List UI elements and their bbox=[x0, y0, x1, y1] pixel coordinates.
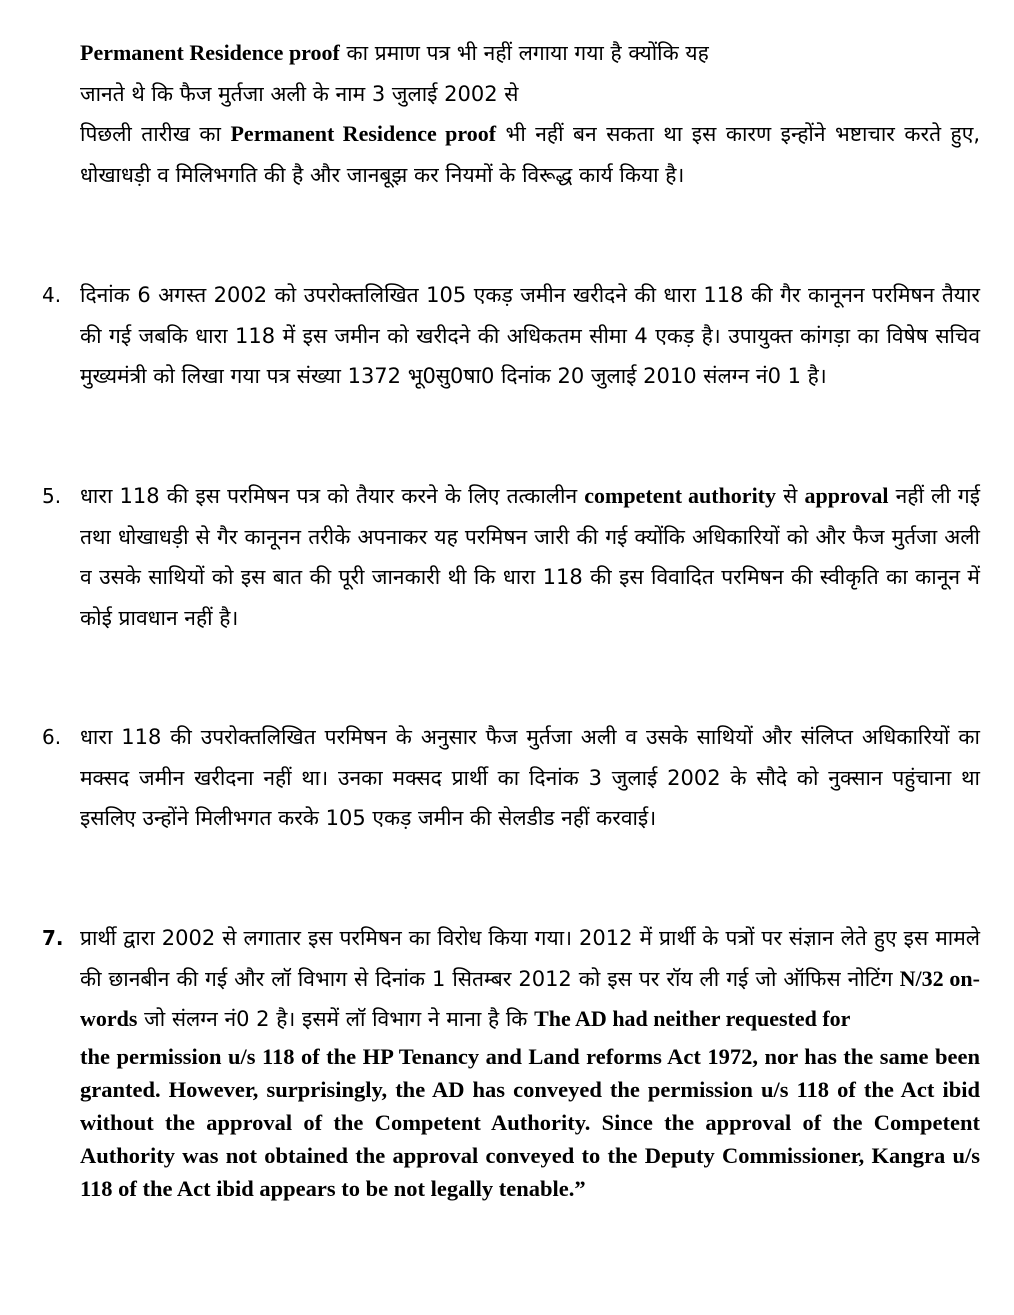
intro-text-1: का प्रमाण पत्र भी नहीं लगाया गया है क्योंकि यह bbox=[339, 41, 709, 65]
paragraph-4: दिनांक 6 अगस्त 2002 को उपरोक्तलिखित 105 एकड़ जमीन खरीदने की धारा 118 की गैर कानूनन परमिषन तैयार की गई जबकि धारा 118 में इस जमीन को खरीदने की अधिकतम सीमा 4 एकड़ है। उपायुक्त कांगड़ा का विषेष सचिव मुख्यमंत्री को लिखा गया पत्र संख्या 1372 भू0सु0षा0 दिनांक 20 जुलाई 2010 संलग्न नं0 1 है। bbox=[80, 283, 980, 388]
paragraph-5 bbox=[80, 476, 980, 638]
paragraph-7-term-1: N/32 on-words bbox=[80, 965, 980, 1031]
intro-term-2: Permanent Residence proof bbox=[230, 121, 497, 146]
paragraph-5-term-1: competent authority bbox=[584, 483, 777, 508]
paragraph-5-term-2: approval bbox=[804, 483, 889, 508]
paragraph-7-body bbox=[80, 918, 980, 1040]
intro-line-3 bbox=[80, 114, 980, 195]
paragraph-5-number: 5. bbox=[42, 484, 62, 508]
paragraph-7-text-2: जो संलग्न नं0 2 है। इसमें लॉ विभाग ने माना है कि bbox=[137, 1007, 535, 1031]
paragraph-4-number: 4. bbox=[42, 283, 62, 307]
paragraph-5-text-3: नहीं ली गई तथा धोखाधड़ी से गैर कानूनन तरीके अपनाकर यह परमिषन जारी की गई क्योंकि अधिकारियों को और फैज मुर्तजा अली व उसके साथियों को इस बात की पूरी जानकारी थी कि धारा 118 की इस विवादित परमिषन की स्वीकृति का कानून में कोई प्रावधान नहीं है। bbox=[80, 484, 981, 630]
paragraph-6-number: 6. bbox=[42, 725, 62, 749]
intro-text-3: पिछली तारीख का bbox=[80, 122, 231, 146]
paragraph-5-text-1: धारा 118 की इस परमिषन पत्र को तैयार करने के लिए तत्कालीन bbox=[80, 484, 585, 508]
intro-paragraph bbox=[80, 33, 980, 195]
intro-term-1: Permanent Residence proof bbox=[80, 40, 340, 65]
paragraph-7-quote: the permission u/s 118 of the HP Tenancy and Land reforms Act 1972, nor has the same been granted. However, surprisingly, the AD has conveyed the permission u/s 118 of the Act ibid without the approval of the Competent Authority. Since the approval of the Competent Authority was not obtained the approval conveyed to the Deputy Commissioner, Kangra u/s 118 of the Act ibid appears to be not legally tenable.” bbox=[80, 1043, 980, 1201]
paragraph-7-text-1: प्रार्थी द्वारा 2002 से लगातार इस परमिषन का विरोध किया गया। 2012 में प्रार्थी के पत्रों पर संज्ञान लेते हुए इस मामले की छानबीन की गई और लॉ विभाग से दिनांक 1 सितम्बर 2012 को इस पर रॉय ली गई जो ऑफिस नोटिंग bbox=[80, 926, 980, 991]
paragraph-7 bbox=[80, 918, 980, 1205]
paragraph-7-number: 7. bbox=[42, 926, 64, 950]
intro-line-2: जानते थे कि फैज मुर्तजा अली के नाम 3 जुलाई 2002 से bbox=[80, 81, 519, 106]
intro-text-3-rest: भी नहीं बन सकता था इस कारण इन्होंने भष्टाचार करते हुए, धोखाधड़ी व मिलिभगति की है और जानबूझ कर नियमों के विरूद्ध कार्य किया है। bbox=[80, 122, 980, 187]
paragraph-7-quote-start: The AD had neither requested for bbox=[534, 1006, 851, 1031]
paragraph-5-text-2: से bbox=[776, 484, 805, 508]
paragraph-6: धारा 118 की उपरोक्तलिखित परमिषन के अनुसार फैज मुर्तजा अली व उसके साथियों और संलिप्त अधिकारियों का मक्सद जमीन खरीदना नहीं था। उनका मक्सद प्रार्थी का दिनांक 3 जुलाई 2002 के सौदे को नुक्सान पहुंचाना था इसलिए उन्होंने मिलीभगत करके 105 एकड़ जमीन की सेलडीड नहीं करवाई। bbox=[80, 725, 980, 830]
intro-line-1 bbox=[80, 33, 980, 74]
